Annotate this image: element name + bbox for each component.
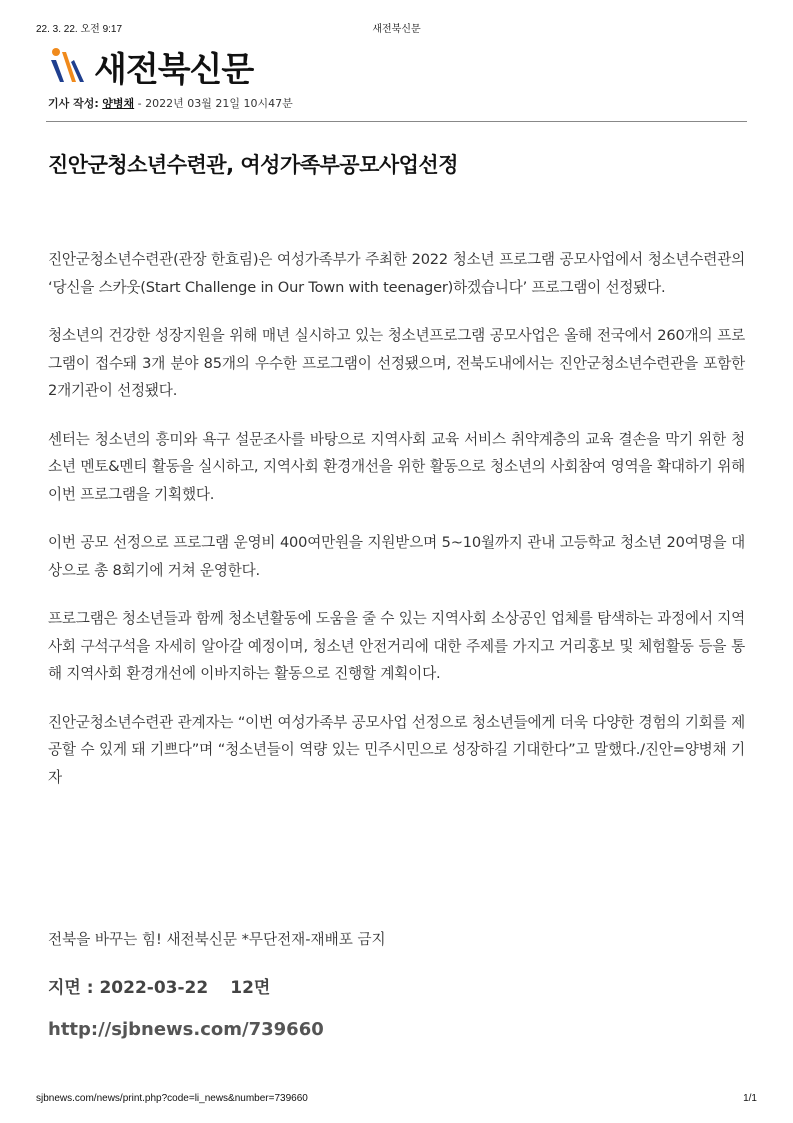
- newspaper-logo[interactable]: [48, 44, 253, 88]
- page-info: [48, 973, 270, 998]
- header-divider: [46, 121, 747, 122]
- byline-label: 기사 작성:: [48, 97, 99, 110]
- article-paragraph: 프로그램은 청소년들과 함께 청소년활동에 도움을 줄 수 있는 지역사회 소상공인 업체를 탐색하는 과정에서 지역사회 구석구석을 자세히 알아갈 예정이며, 청소년 안전거리에 대한 주제를 가지고 거리홍보 및 체험활동 등을 통해 지역사회 환경개선에 이바지하는 활동으로 진행할 계획이다.: [48, 610, 745, 682]
- page-date: 지면 : 2022-03-22: [48, 978, 209, 998]
- logo-text: 새전북신문: [94, 49, 254, 90]
- print-header: [36, 20, 757, 34]
- article-paragraph: 청소년의 건강한 성장지원을 위해 매년 실시하고 있는 청소년프로그램 공모사업은 올해 전국에서 260개의 프로그램이 접수돼 3개 분야 85개의 우수한 프로그램이 선정됐으며, 전북도내에서는 진안군청소년수련관을 포함한 2개기관이 선정됐다.: [48, 327, 745, 399]
- print-title: 새전북신문: [372, 24, 421, 35]
- article-body: [48, 246, 745, 812]
- article-paragraph: 진안군청소년수련관(관장 한효림)은 여성가족부가 주최한 2022 청소년 프로그램 공모사업에서 청소년수련관의 ‘당신을 스카웃(Start Challenge in Our Town with teenager)하겠습니다’ 프로그램이 선정됐다.: [48, 251, 745, 296]
- print-source-url: sjbnews.com/news/print.php?code=li_news&number=739660: [36, 1093, 308, 1104]
- article-paragraph: 진안군청소년수련관 관계자는 “이번 여성가족부 공모사업 선정으로 청소년들에게 더욱 다양한 경험의 기회를 제공할 수 있게 돼 기쁘다”며 “청소년들이 역량 있는 민주시민으로 성장하길 기대한다”고 말했다./진안=양병채 기자: [48, 713, 745, 786]
- byline-timestamp: - 2022년 03월 21일 10시47분: [134, 97, 293, 110]
- logo-mark-icon: [48, 46, 86, 86]
- article-url[interactable]: http://sjbnews.com/739660: [48, 1019, 324, 1040]
- byline: [48, 95, 293, 111]
- article-paragraph: 센터는 청소년의 흥미와 욕구 설문조사를 바탕으로 지역사회 교육 서비스 취약계층의 교육 결손을 막기 위한 청소년 멘토&멘티 활동을 실시하고, 지역사회 환경개선을 위한 활동으로 청소년의 사회참여 영역을 확대하기 위해 이번 프로그램을 기획했다.: [48, 430, 745, 503]
- print-datetime: 22. 3. 22. 오전 9:17: [36, 24, 123, 35]
- copyright-slogan: 전북을 바꾸는 힘! 새전북신문 *무단전재-재배포 금지: [48, 931, 386, 948]
- page-number: 12면: [230, 978, 271, 998]
- print-footer: [36, 1093, 757, 1107]
- print-page-count: 1/1: [743, 1093, 757, 1104]
- author-link[interactable]: 양병채: [102, 97, 135, 110]
- article-paragraph: 이번 공모 선정으로 프로그램 운영비 400여만원을 지원받으며 5~10월까지 관내 고등학교 청소년 20여명을 대상으로 총 8회기에 거쳐 운영한다.: [48, 534, 745, 579]
- article-headline: 진안군청소년수련관, 여성가족부공모사업선정: [48, 153, 459, 177]
